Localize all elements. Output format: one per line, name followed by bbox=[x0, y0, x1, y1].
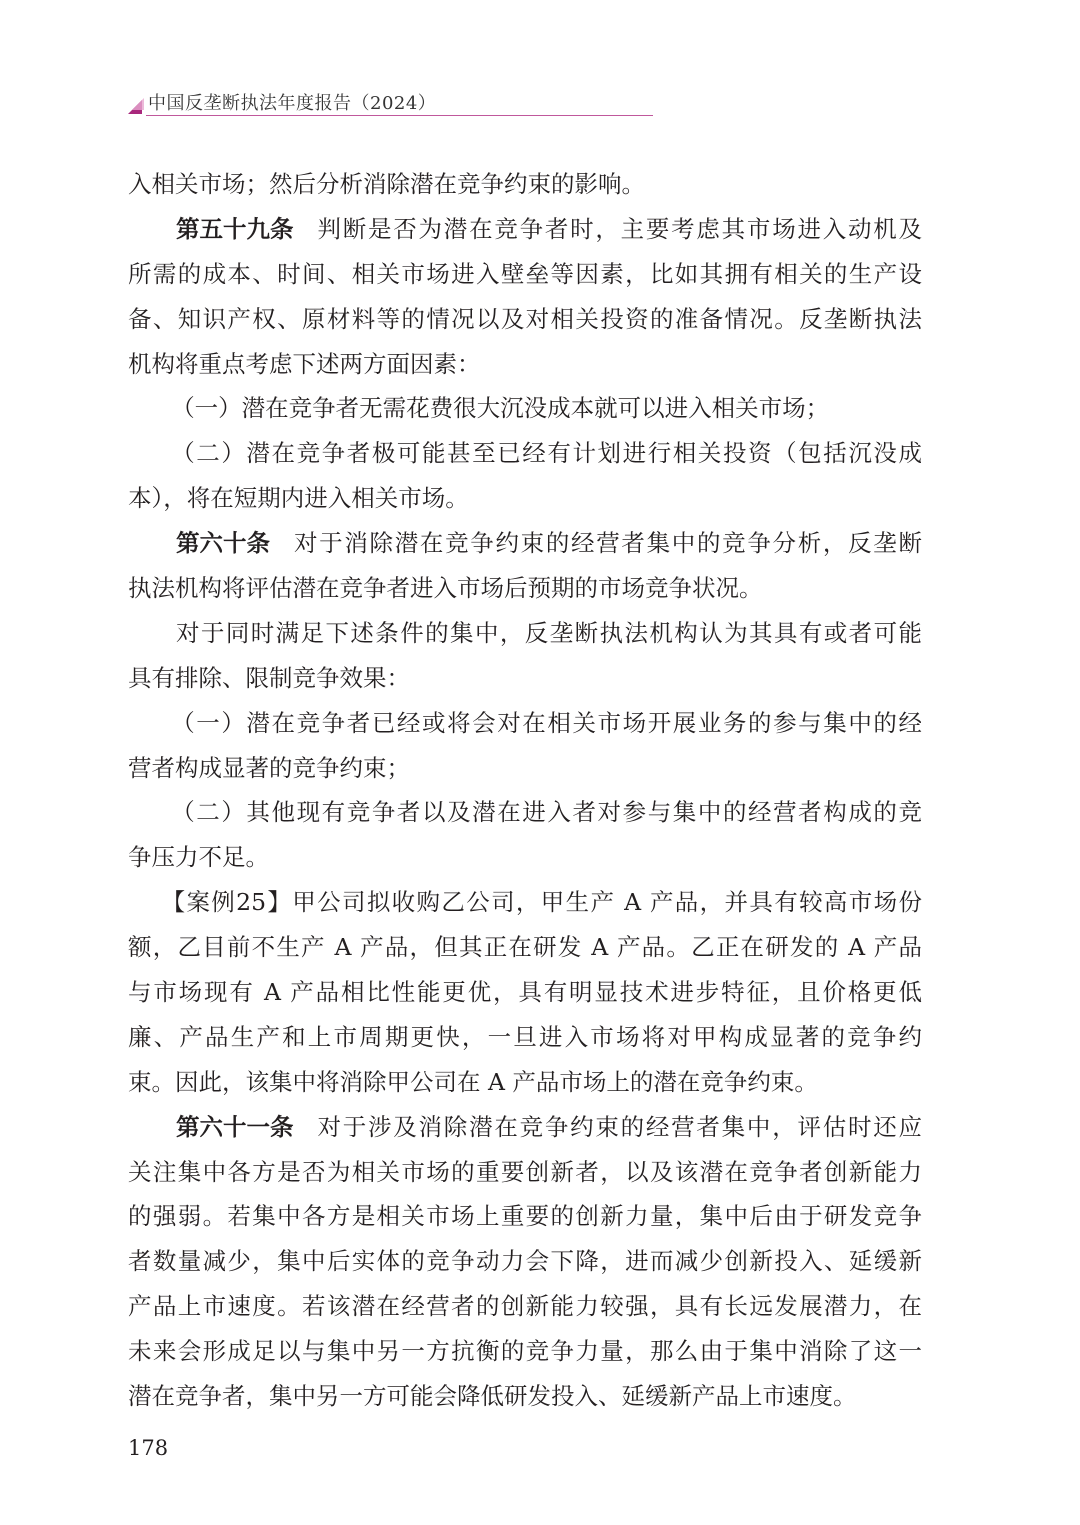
line-text: 具有排除、限制竞争效果： bbox=[128, 663, 410, 692]
line-text: 机构将重点考虑下述两方面因素： bbox=[128, 349, 481, 378]
line-text: 所需的成本、时间、相关市场进入壁垒等因素，比如其拥有相关的生产设 bbox=[128, 259, 922, 288]
text-line bbox=[128, 974, 922, 1019]
text-line bbox=[128, 435, 922, 480]
line-text: 者数量减少，集中后实体的竞争动力会下降，进而减少创新投入、延缓新 bbox=[128, 1247, 922, 1276]
text-line bbox=[128, 570, 922, 615]
text-line bbox=[128, 1333, 922, 1378]
line-text: 潜在竞争者，集中另一方可能会降低研发投入、延缓新产品上市速度。 bbox=[128, 1382, 857, 1411]
line-text: 入相关市场；然后分析消除潜在竞争约束的影响。 bbox=[128, 170, 645, 198]
body-text bbox=[128, 166, 922, 1423]
text-line bbox=[128, 256, 922, 301]
text-line bbox=[128, 615, 922, 660]
text-line bbox=[128, 1198, 922, 1243]
line-text: 判断是否为潜在竞争者时，主要考虑其市场进入动机及 bbox=[317, 214, 922, 243]
line-text: 备、知识产权、原材料等的情况以及对相关投资的准备情况。反垄断执法 bbox=[128, 304, 922, 333]
text-line bbox=[128, 166, 922, 211]
line-text: 争压力不足。 bbox=[128, 843, 269, 872]
article-number: 第五十九条 bbox=[176, 214, 294, 243]
line-text: 产品上市速度。若该潜在经营者的创新能力较强，具有长远发展潜力，在 bbox=[128, 1292, 922, 1321]
line-text: 未来会形成足以与集中另一方抗衡的竞争力量，那么由于集中消除了这一 bbox=[128, 1337, 922, 1366]
text-line bbox=[128, 1378, 922, 1423]
text-line bbox=[128, 929, 922, 974]
text-line bbox=[128, 1109, 922, 1154]
header-title: 中国反垄断执法年度报告（2024） bbox=[148, 93, 437, 114]
line-text: 对于同时满足下述条件的集中，反垄断执法机构认为其具有或者可能 bbox=[176, 618, 922, 647]
article-number: 第六十条 bbox=[176, 529, 270, 558]
text-line bbox=[128, 346, 922, 391]
text-line bbox=[128, 839, 922, 884]
line-text: 【案例25】甲公司拟收购乙公司，甲生产 A 产品，并具有较高市场份 bbox=[161, 888, 922, 917]
line-text: 本），将在短期内进入相关市场。 bbox=[128, 484, 469, 513]
line-text: （二）潜在竞争者极可能甚至已经有计划进行相关投资（包括沉没成 bbox=[171, 439, 922, 468]
text-line bbox=[128, 480, 922, 525]
text-line bbox=[128, 1019, 922, 1064]
text-line bbox=[128, 1243, 922, 1288]
text-line bbox=[128, 301, 922, 346]
text-line bbox=[128, 1154, 922, 1199]
line-text: 的强弱。若集中各方是相关市场上重要的创新力量，集中后由于研发竞争 bbox=[128, 1202, 922, 1231]
text-line bbox=[128, 211, 922, 256]
line-text: 束。因此，该集中将消除甲公司在 A 产品市场上的潜在竞争约束。 bbox=[128, 1067, 818, 1096]
line-text: 对于消除潜在竞争约束的经营者集中的竞争分析，反垄断 bbox=[294, 529, 922, 558]
line-text: 对于涉及消除潜在竞争约束的经营者集中，评估时还应 bbox=[317, 1112, 922, 1141]
page-number: 178 bbox=[128, 1436, 169, 1460]
text-line bbox=[128, 1288, 922, 1333]
text-line bbox=[128, 750, 922, 795]
text-line bbox=[128, 705, 922, 750]
line-text: 廉、产品生产和上市周期更快，一旦进入市场将对甲构成显著的竞争约 bbox=[128, 1022, 922, 1051]
line-text: （一）潜在竞争者已经或将会对在相关市场开展业务的参与集中的经 bbox=[171, 708, 922, 737]
text-line bbox=[128, 525, 922, 570]
corner-triangle-accent-icon bbox=[132, 98, 144, 110]
header-rule bbox=[146, 115, 653, 116]
line-text: （一）潜在竞争者无需花费很大沉没成本就可以进入相关市场； bbox=[171, 394, 830, 423]
line-text: 执法机构将评估潜在竞争者进入市场后预期的市场竞争状况。 bbox=[128, 574, 763, 603]
line-text: 关注集中各方是否为相关市场的重要创新者，以及该潜在竞争者创新能力 bbox=[128, 1157, 922, 1186]
text-line bbox=[128, 794, 922, 839]
line-text: （二）其他现有竞争者以及潜在进入者对参与集中的经营者构成的竞 bbox=[171, 798, 922, 827]
article-number: 第六十一条 bbox=[176, 1112, 294, 1141]
text-line bbox=[128, 884, 922, 929]
running-header bbox=[128, 86, 653, 118]
text-line bbox=[128, 390, 922, 435]
line-text: 与市场现有 A 产品相比性能更优，具有明显技术进步特征，且价格更低 bbox=[128, 978, 922, 1007]
line-text: 额，乙目前不生产 A 产品，但其正在研发 A 产品。乙正在研发的 A 产品 bbox=[128, 933, 922, 962]
line-text: 营者构成显著的竞争约束； bbox=[128, 753, 410, 782]
text-line bbox=[128, 1064, 922, 1109]
text-line bbox=[128, 660, 922, 705]
